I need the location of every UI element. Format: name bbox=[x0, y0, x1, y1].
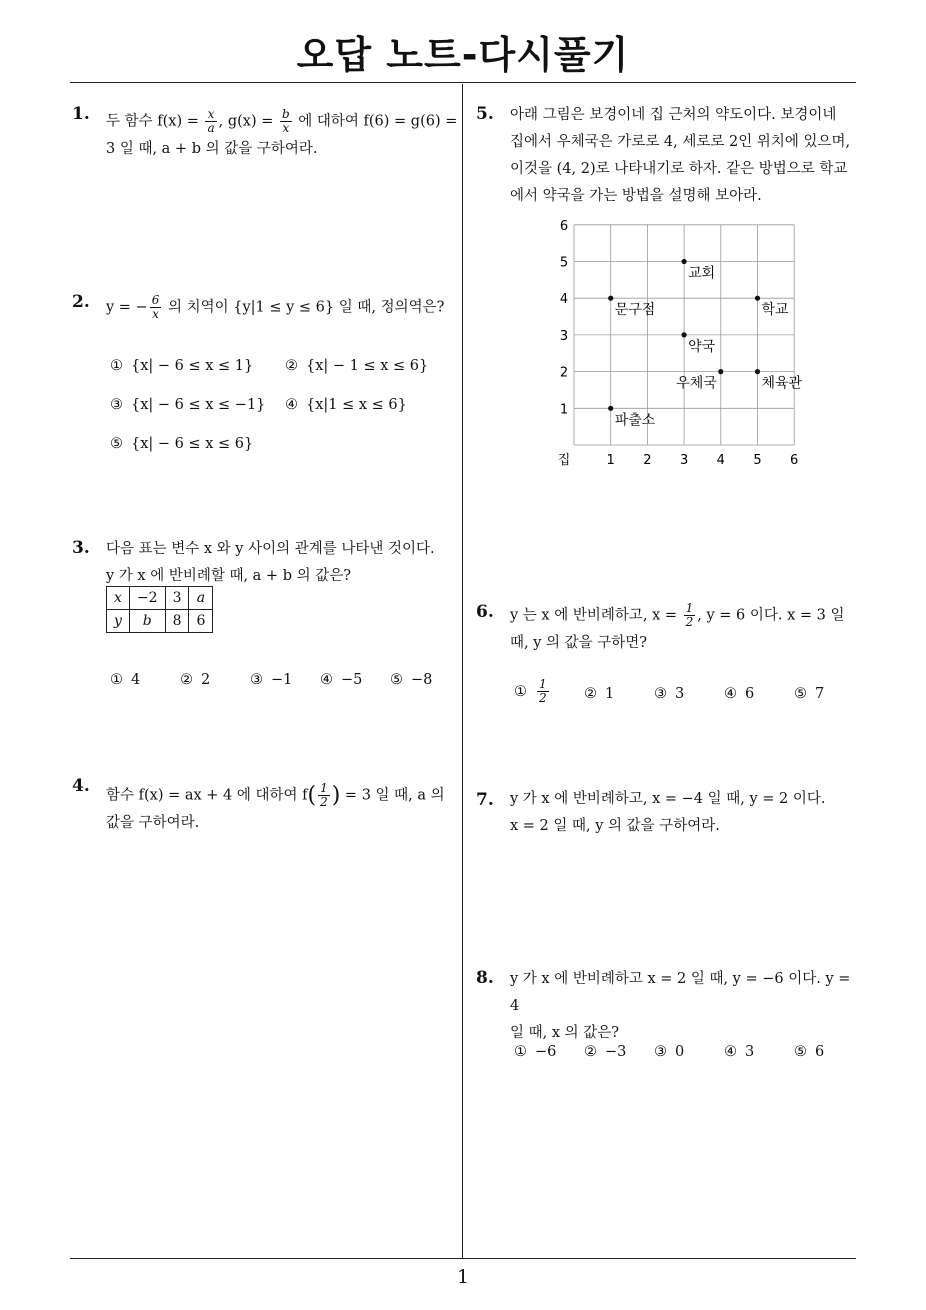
column-divider bbox=[462, 84, 463, 1259]
question-number: 3. bbox=[72, 538, 90, 558]
choice-mark: ② bbox=[584, 1044, 597, 1060]
choice-mark: ② bbox=[180, 672, 193, 688]
text-run: 값을 구하여라. bbox=[106, 814, 200, 831]
text-run: 의 치역이 {y|1 ≤ y ≤ 6} 일 때, 정의역은? bbox=[163, 299, 445, 316]
text-run: 에서 약국을 가는 방법을 설명해 보아라. bbox=[510, 188, 762, 204]
choice-mark: ⑤ bbox=[794, 1044, 807, 1060]
choice-mark: ④ bbox=[724, 1044, 737, 1060]
choice-text: 6 bbox=[815, 1044, 825, 1060]
x-tick-label: 3 bbox=[679, 453, 689, 468]
question-number: 5. bbox=[476, 104, 494, 124]
table-cell: x bbox=[107, 587, 130, 610]
choice-mark: ③ bbox=[250, 672, 263, 688]
choice-text: 1 bbox=[605, 686, 615, 702]
choice-text: {x| − 1 ≤ x ≤ 6} bbox=[306, 358, 429, 374]
choice-2[interactable] bbox=[285, 358, 428, 374]
question-number: 6. bbox=[476, 602, 494, 622]
page-number: 1 bbox=[456, 1266, 470, 1288]
choice-mark: ② bbox=[584, 686, 597, 702]
denominator: 2 bbox=[539, 691, 547, 705]
choice-text: 6 bbox=[745, 686, 755, 702]
place-dot bbox=[608, 296, 613, 301]
text-run: = 3 일 때, a 의 bbox=[340, 787, 445, 804]
table-cell: y bbox=[107, 610, 130, 633]
denominator: a bbox=[207, 121, 215, 135]
choice-text: 0 bbox=[675, 1044, 685, 1060]
choice-4[interactable] bbox=[285, 397, 407, 413]
text-run: , y = 6 이다. x = 3 일 bbox=[697, 607, 845, 624]
choice-mark: ④ bbox=[320, 672, 333, 688]
choice-2[interactable] bbox=[584, 686, 614, 702]
choice-4[interactable] bbox=[320, 672, 362, 688]
text-run: 다음 표는 변수 x 와 y 사이의 관계를 나타낸 것이다. bbox=[106, 541, 435, 557]
fraction bbox=[150, 294, 162, 321]
choice-3[interactable] bbox=[110, 397, 265, 413]
place-label: 파출소 bbox=[614, 412, 656, 429]
table-cell: 8 bbox=[165, 610, 189, 633]
choice-text: {x| − 6 ≤ x ≤ 6} bbox=[131, 436, 254, 452]
choice-text: −6 bbox=[535, 1044, 557, 1060]
choice-text: 3 bbox=[675, 686, 685, 702]
fraction bbox=[280, 108, 292, 135]
choice-mark: ① bbox=[514, 1044, 527, 1060]
question-text bbox=[106, 782, 458, 837]
question-number: 4. bbox=[72, 776, 90, 796]
y-tick-label: 5 bbox=[559, 255, 569, 271]
text-run: x = 2 일 때, y 의 값을 구하여라. bbox=[510, 818, 720, 834]
choice-2[interactable] bbox=[180, 672, 210, 688]
y-tick-label: 4 bbox=[559, 292, 569, 308]
choice-5[interactable] bbox=[794, 1044, 824, 1060]
choice-3[interactable] bbox=[654, 686, 684, 702]
y-tick-label: 1 bbox=[559, 402, 569, 418]
question-text bbox=[510, 602, 860, 657]
choice-text: −1 bbox=[271, 672, 293, 688]
fraction bbox=[684, 602, 696, 629]
text-run: 일 때, x 의 값은? bbox=[510, 1025, 620, 1041]
denominator: x bbox=[152, 307, 159, 321]
fraction bbox=[205, 108, 216, 135]
choice-mark: ② bbox=[285, 358, 298, 374]
choice-mark: ④ bbox=[724, 686, 737, 702]
choice-text: {x| − 6 ≤ x ≤ 1} bbox=[131, 358, 254, 374]
header-rule bbox=[70, 82, 856, 83]
text-run: y 가 x 에 반비례하고, x = −4 일 때, y = 2 이다. bbox=[510, 791, 826, 807]
text-run: y 가 x 에 반비례하고 x = 2 일 때, y = −6 이다. y = 4 bbox=[510, 971, 851, 1014]
x-tick-label: 5 bbox=[753, 453, 762, 468]
table-row bbox=[107, 610, 213, 633]
x-tick-label: 6 bbox=[790, 453, 799, 468]
choice-mark: ⑤ bbox=[390, 672, 403, 688]
choice-1[interactable] bbox=[110, 672, 140, 688]
numerator: x bbox=[205, 108, 216, 122]
choice-mark: ③ bbox=[654, 1044, 667, 1060]
choice-3[interactable] bbox=[654, 1044, 684, 1060]
choice-text: −3 bbox=[605, 1044, 627, 1060]
text-run: 에 대하여 f(6) = g(6) = bbox=[293, 113, 458, 130]
question-text bbox=[106, 108, 458, 163]
place-label: 체육관 bbox=[761, 375, 803, 392]
choice-text: −5 bbox=[341, 672, 363, 688]
place-dot bbox=[682, 259, 687, 264]
choice-5[interactable] bbox=[110, 436, 253, 452]
choice-1[interactable] bbox=[110, 358, 253, 374]
y-tick-label: 3 bbox=[559, 328, 569, 344]
table-row bbox=[107, 587, 213, 610]
paren: ) bbox=[331, 783, 341, 808]
denominator: 2 bbox=[320, 795, 328, 809]
y-tick-label: 6 bbox=[559, 218, 569, 234]
table-cell: 3 bbox=[165, 587, 189, 610]
neighborhood-map bbox=[540, 210, 820, 470]
text-run: 함수 f(x) = ax + 4 에 대하여 f bbox=[106, 787, 308, 804]
y-tick-label: 2 bbox=[559, 365, 569, 381]
choice-2[interactable] bbox=[584, 1044, 626, 1060]
choice-text: {x| − 6 ≤ x ≤ −1} bbox=[131, 397, 266, 413]
text-run: , g(x) = bbox=[218, 113, 278, 130]
question-number: 1. bbox=[72, 104, 90, 124]
choice-text: 2 bbox=[201, 672, 211, 688]
place-label: 우체국 bbox=[676, 375, 717, 392]
place-dot bbox=[718, 369, 723, 374]
table-cell: −2 bbox=[129, 587, 165, 610]
numerator: 1 bbox=[539, 677, 547, 691]
fraction bbox=[537, 678, 549, 705]
choice-text: 3 bbox=[745, 1044, 755, 1060]
x-tick-label: 2 bbox=[643, 453, 652, 468]
question-number: 7. bbox=[476, 790, 494, 810]
choice-1[interactable] bbox=[514, 1044, 556, 1060]
choice-5[interactable] bbox=[390, 672, 432, 688]
choice-4[interactable] bbox=[724, 686, 754, 702]
choice-5[interactable] bbox=[794, 686, 824, 702]
table-cell: b bbox=[129, 610, 165, 633]
text-run: 아래 그림은 보경이네 집 근처의 약도이다. 보경이네 bbox=[510, 107, 837, 123]
place-dot bbox=[755, 296, 760, 301]
text-run: 이것을 (4, 2)로 나타내기로 하자. 같은 방법으로 학교 bbox=[510, 161, 848, 177]
text-run: 때, y 의 값을 구하면? bbox=[510, 634, 648, 651]
text-run: y 가 x 에 반비례할 때, a + b 의 값은? bbox=[106, 568, 351, 584]
text-run: y 는 x 에 반비례하고, x = bbox=[510, 607, 682, 624]
text-run: 집에서 우체국은 가로로 4, 세로로 2인 위치에 있으며, bbox=[510, 134, 851, 150]
choice-mark: ⑤ bbox=[794, 686, 807, 702]
place-dot bbox=[608, 406, 613, 411]
text-run: 3 일 때, a + b 의 값을 구하여라. bbox=[106, 140, 318, 157]
numerator: 1 bbox=[320, 781, 328, 795]
x-tick-label: 1 bbox=[606, 453, 615, 468]
question-text bbox=[510, 102, 860, 210]
choice-text: 4 bbox=[131, 672, 141, 688]
choice-text: {x|1 ≤ x ≤ 6} bbox=[306, 397, 407, 413]
denominator: 2 bbox=[685, 615, 694, 629]
place-label: 문구점 bbox=[614, 302, 656, 319]
question-number: 8. bbox=[476, 968, 494, 988]
choice-mark: ① bbox=[514, 683, 527, 700]
choice-text: −8 bbox=[411, 672, 433, 688]
choice-1[interactable] bbox=[514, 678, 551, 705]
place-label: 교회 bbox=[688, 265, 716, 282]
origin-label: 집 bbox=[557, 453, 571, 468]
question-text bbox=[510, 966, 860, 1047]
question-number: 2. bbox=[72, 292, 90, 312]
value-table bbox=[106, 586, 213, 633]
denominator: x bbox=[282, 121, 290, 135]
place-label: 약국 bbox=[688, 338, 716, 355]
paren: ( bbox=[307, 783, 317, 808]
question-text bbox=[510, 786, 860, 840]
x-tick-label: 4 bbox=[716, 453, 725, 468]
choice-mark: ③ bbox=[110, 397, 123, 413]
choice-mark: ① bbox=[110, 672, 123, 688]
place-dot bbox=[755, 369, 760, 374]
question-text bbox=[106, 536, 458, 590]
choice-text: 7 bbox=[815, 686, 825, 702]
fraction bbox=[318, 782, 330, 809]
numerator: 1 bbox=[685, 601, 694, 615]
page-title: 오답 노트-다시풀기 bbox=[296, 33, 630, 77]
footer-rule bbox=[70, 1258, 856, 1259]
choice-mark: ④ bbox=[285, 397, 298, 413]
place-label: 학교 bbox=[761, 302, 789, 319]
numerator: 6 bbox=[151, 293, 160, 307]
choice-4[interactable] bbox=[724, 1044, 754, 1060]
table-cell: a bbox=[189, 587, 213, 610]
choice-3[interactable] bbox=[250, 672, 292, 688]
text-run: y = − bbox=[106, 299, 148, 316]
place-dot bbox=[682, 332, 687, 337]
numerator: b bbox=[281, 107, 290, 121]
choice-mark: ③ bbox=[654, 686, 667, 702]
table-cell: 6 bbox=[189, 610, 213, 633]
choice-mark: ⑤ bbox=[110, 436, 123, 452]
question-text bbox=[106, 294, 458, 322]
text-run: 두 함수 f(x) = bbox=[106, 113, 204, 130]
choice-mark: ① bbox=[110, 358, 123, 374]
